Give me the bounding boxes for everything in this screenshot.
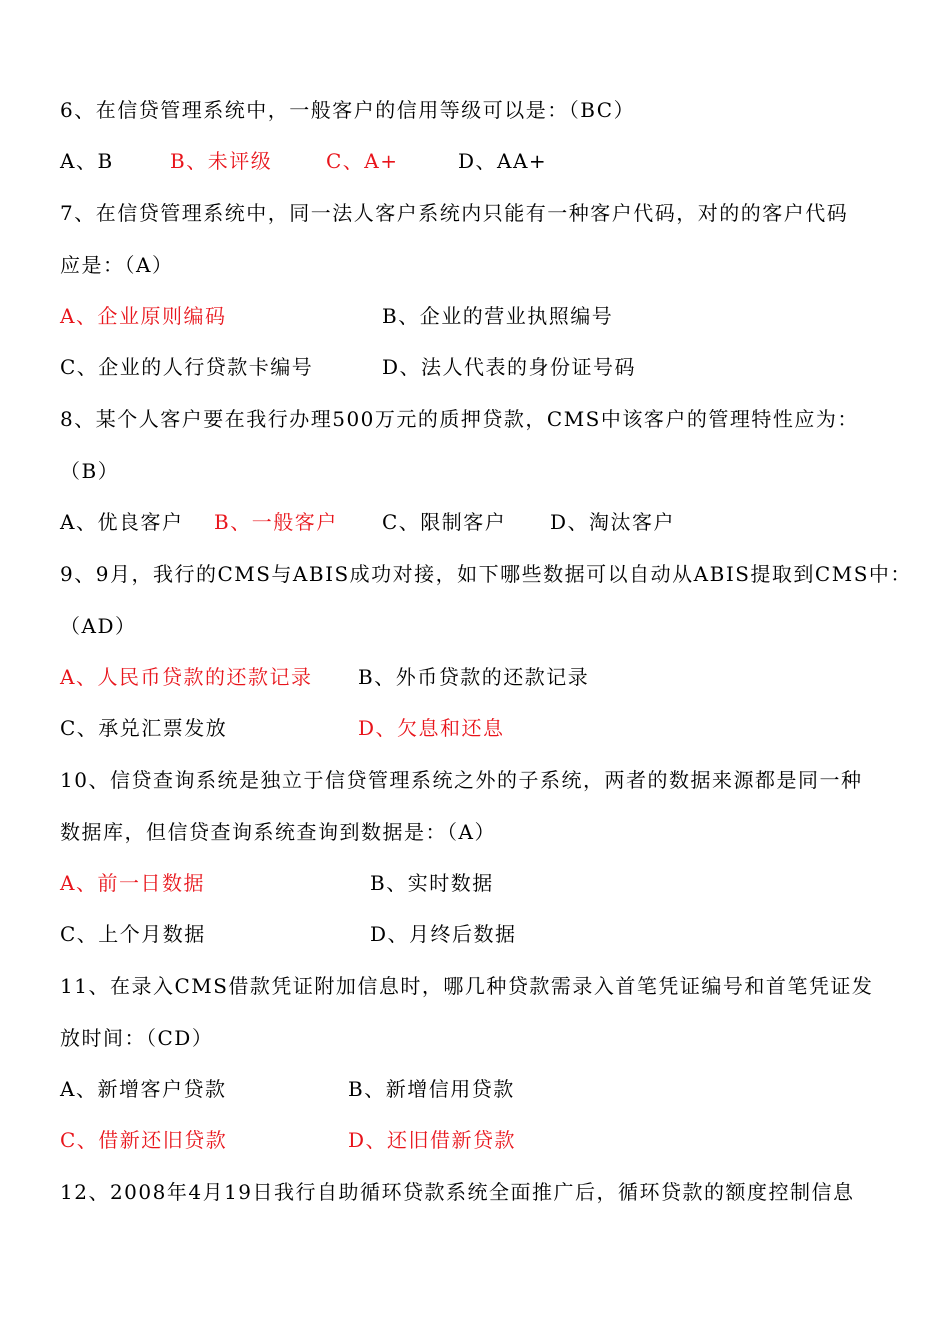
option-a-answer: A、人民币贷款的还款记录	[60, 665, 313, 689]
option-a: A、优良客户	[60, 510, 184, 534]
option-d: D、AA+	[458, 149, 548, 173]
option-c-answer: C、借新还旧贷款	[60, 1128, 228, 1152]
question-11-stem-line-2: 放时间：（CD）	[60, 1026, 214, 1050]
option-b: B、企业的营业执照编号	[382, 304, 614, 328]
question-10-options-row-1	[60, 866, 892, 900]
option-c: C、企业的人行贷款卡编号	[60, 355, 314, 379]
option-c: C、上个月数据	[60, 922, 206, 946]
question-11-options-row-2	[60, 1123, 892, 1157]
option-b: B、新增信用贷款	[348, 1077, 515, 1101]
option-d: D、法人代表的身份证号码	[382, 355, 637, 379]
question-7-options-row-1	[60, 299, 892, 333]
option-c: C、承兑汇票发放	[60, 716, 228, 740]
question-11-stem-line-1: 11、在录入CMS借款凭证附加信息时，哪几种贷款需录入首笔凭证编号和首笔凭证发	[60, 974, 874, 998]
question-7-stem-line-2: 应是：（A）	[60, 253, 174, 277]
option-c: C、限制客户	[382, 510, 507, 534]
question-9-stem-line-1: 9、9月，我行的CMS与ABIS成功对接，如下哪些数据可以自动从ABIS提取到CMS中：	[60, 562, 912, 586]
question-6-options	[60, 144, 892, 178]
option-b-answer: B、一般客户	[214, 510, 338, 534]
option-a: A、新增客户贷款	[60, 1077, 227, 1101]
question-9-stem-line-2: （AD）	[60, 614, 137, 638]
question-7-options-row-2	[60, 350, 892, 384]
question-10-stem-line-1: 10、信贷查询系统是独立于信贷管理系统之外的子系统，两者的数据来源都是同一种	[60, 768, 863, 792]
question-9-options-row-2	[60, 711, 892, 745]
option-b: B、实时数据	[370, 871, 494, 895]
question-8-stem-line-1: 8、某个人客户要在我行办理500万元的质押贷款，CMS中该客户的管理特性应为：	[60, 407, 859, 431]
question-8-options	[60, 505, 892, 539]
option-a: A、B	[60, 149, 114, 173]
question-10-stem-line-2: 数据库，但信贷查询系统查询到数据是：（A）	[60, 820, 496, 844]
option-d-answer: D、还旧借新贷款	[348, 1128, 517, 1152]
question-10-options-row-2	[60, 917, 892, 951]
option-d: D、淘汰客户	[550, 510, 676, 534]
option-a-answer: A、前一日数据	[60, 871, 205, 895]
question-12-stem: 12、2008年4月19日我行自助循环贷款系统全面推广后，循环贷款的额度控制信息	[60, 1180, 855, 1204]
question-7-stem-line-1: 7、在信贷管理系统中，同一法人客户系统内只能有一种客户代码，对的的客户代码	[60, 201, 849, 225]
option-a-answer: A、企业原则编码	[60, 304, 227, 328]
option-b: B、外币贷款的还款记录	[358, 665, 590, 689]
question-8-stem-line-2: （B）	[60, 459, 120, 483]
question-9-options-row-1	[60, 660, 892, 694]
question-6-stem: 6、在信贷管理系统中，一般客户的信用等级可以是：（BC）	[60, 98, 636, 122]
option-b-answer: B、未评级	[170, 149, 273, 173]
question-11-options-row-1	[60, 1072, 892, 1106]
option-d-answer: D、欠息和还息	[358, 716, 505, 740]
option-d: D、月终后数据	[370, 922, 517, 946]
option-c-answer: C、A+	[326, 149, 399, 173]
